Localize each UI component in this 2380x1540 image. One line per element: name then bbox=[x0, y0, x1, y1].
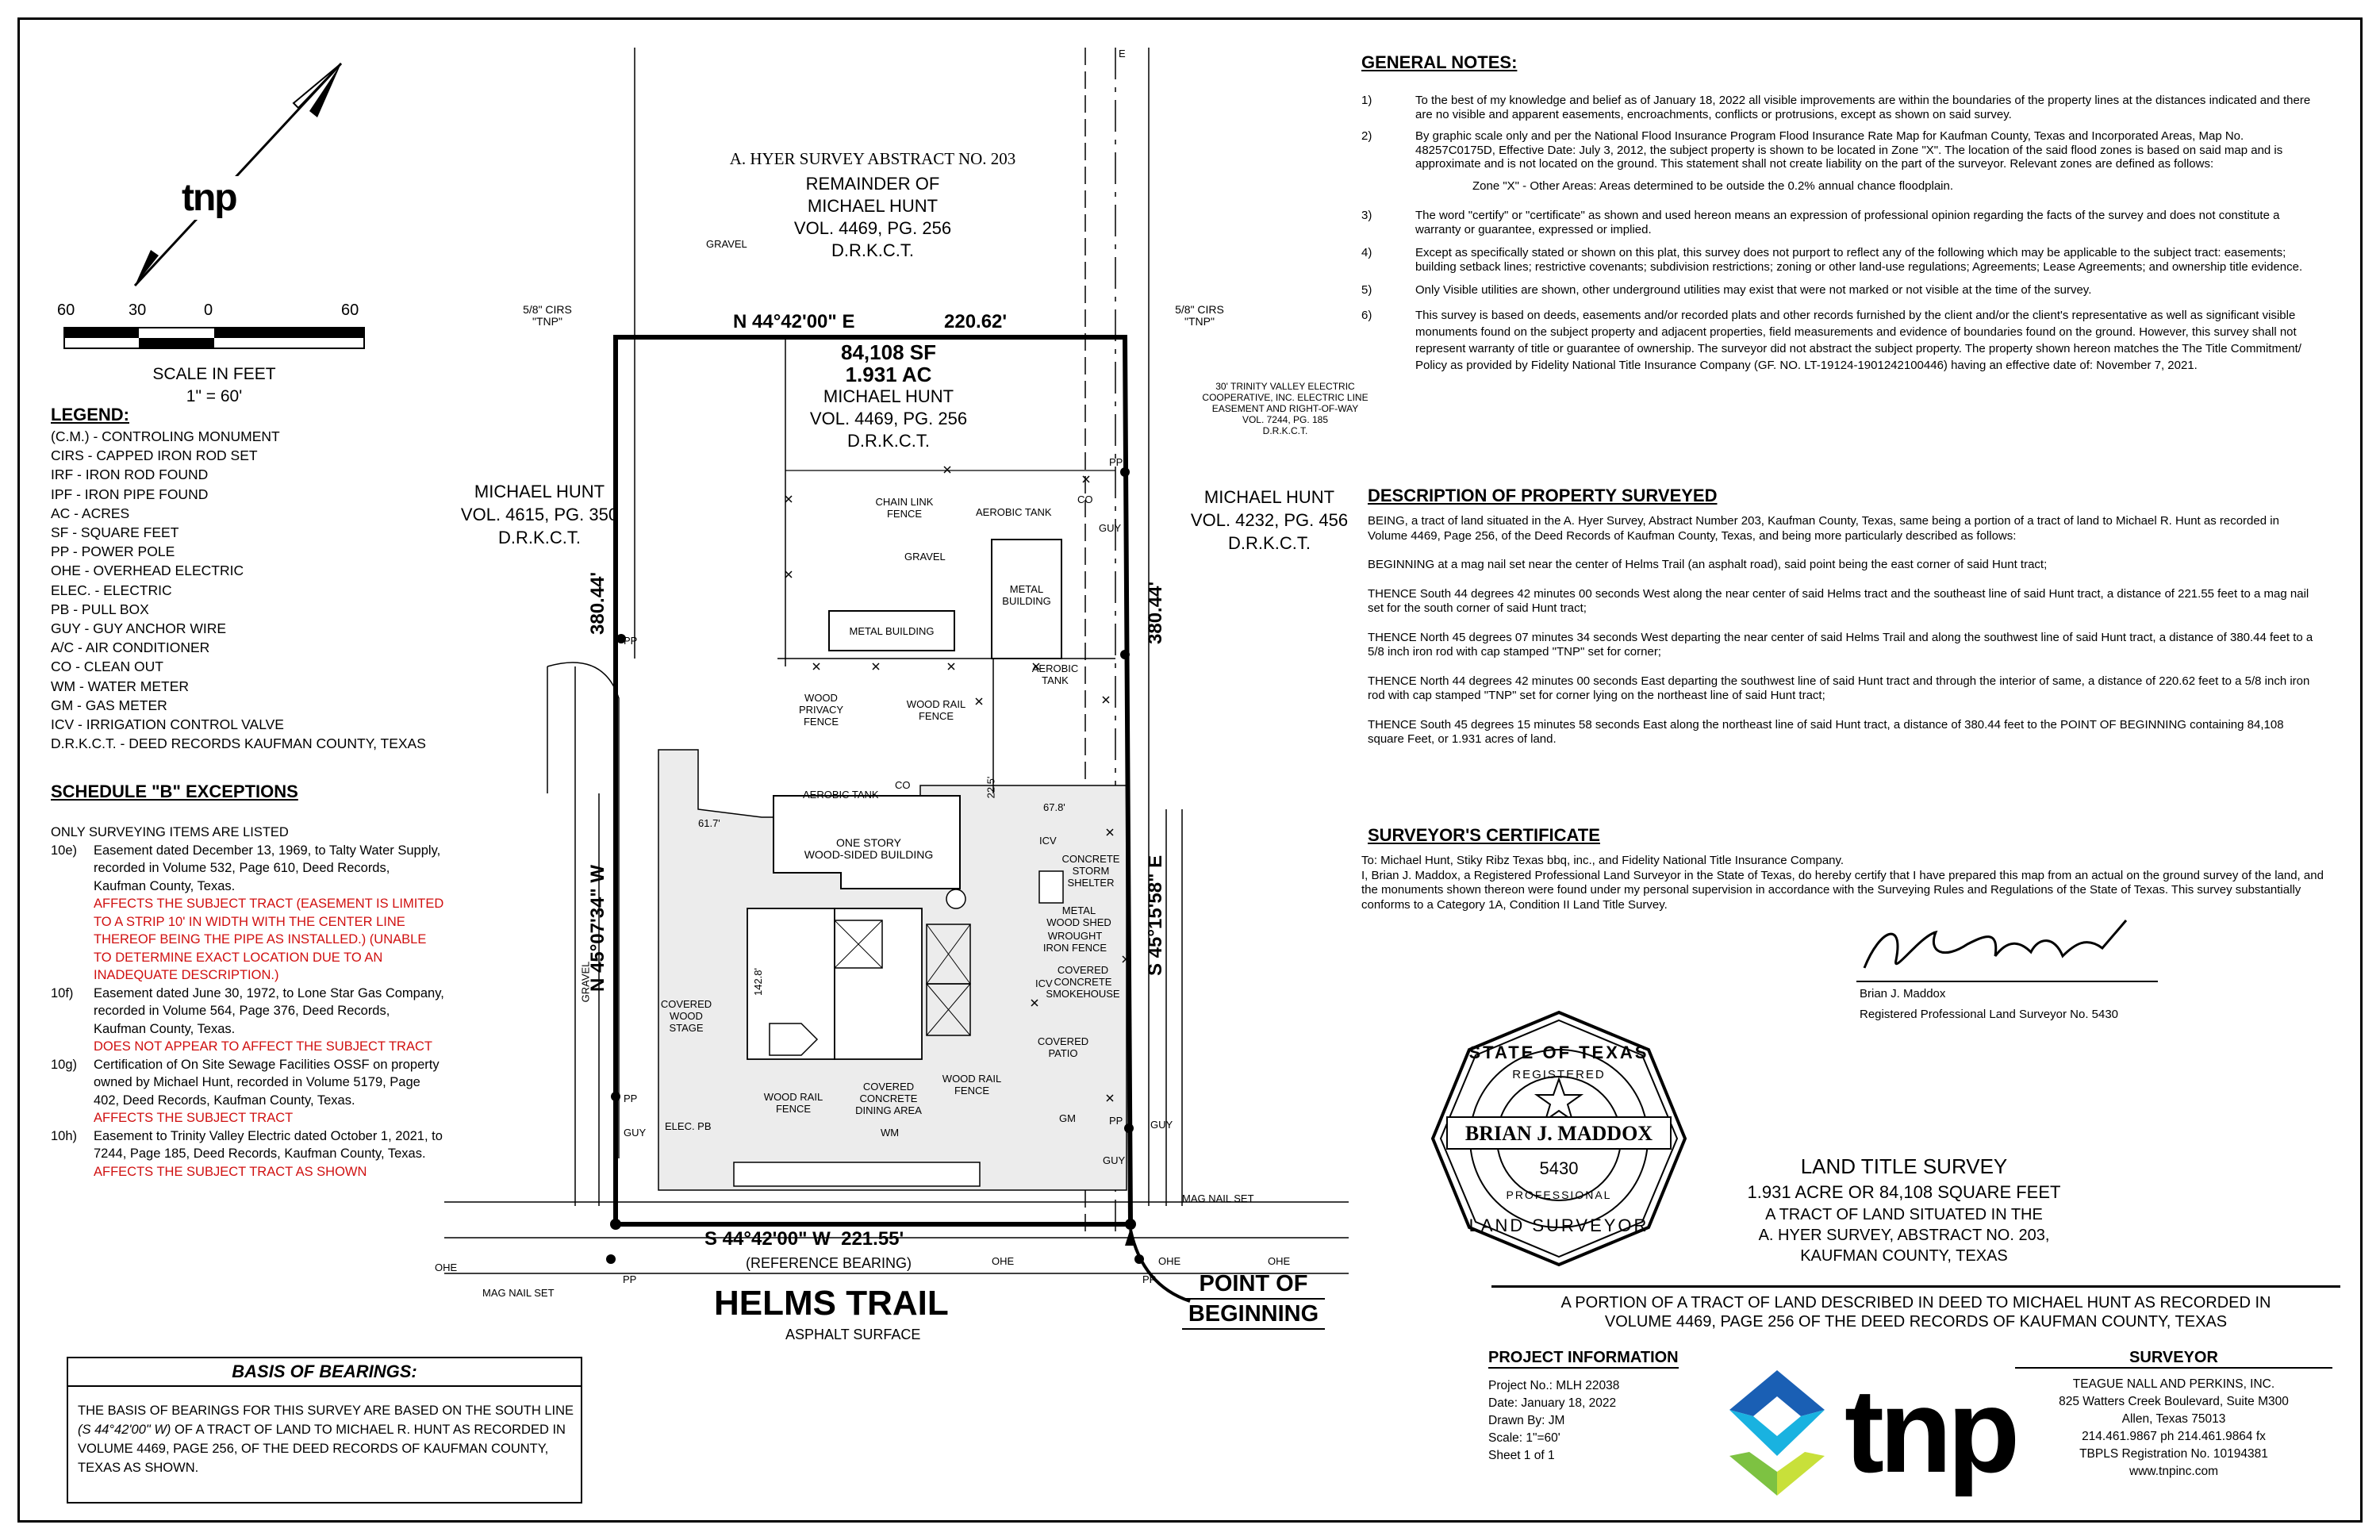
note-num: 1) bbox=[1361, 94, 1372, 107]
owner-line: MICHAEL HUNT bbox=[1203, 487, 1335, 507]
scale-tick-0: 0 bbox=[204, 301, 213, 319]
general-notes-title: GENERAL NOTES: bbox=[1361, 52, 1518, 72]
legend-item: A/C - AIR CONDITIONER bbox=[51, 639, 210, 656]
surveyor-seal bbox=[1428, 1008, 1690, 1269]
dimension-label: 22.5' bbox=[985, 776, 997, 799]
certificate-to: To: Michael Hunt, Stiky Ribz Texas bbq, inc., and Fidelity National Title Insurance Company. bbox=[1361, 854, 1844, 867]
pp-label: PP bbox=[1109, 1115, 1123, 1127]
pp-label: PP bbox=[1109, 456, 1123, 468]
schedule-b-line: Easement to Trinity Valley Electric dated October 1, 2021, to bbox=[94, 1128, 443, 1143]
basis-line: TEXAS AS SHOWN. bbox=[78, 1461, 199, 1475]
basis-line bbox=[78, 1420, 574, 1439]
cirs-line: "TNP" bbox=[1184, 315, 1215, 328]
label-line: SHELTER bbox=[1067, 877, 1115, 889]
label-line: METAL bbox=[1009, 583, 1044, 595]
label-line: COVERED bbox=[1057, 964, 1109, 976]
metal-shed-label bbox=[1039, 904, 1119, 928]
legend-item: PP - POWER POLE bbox=[51, 543, 175, 560]
road-surface: ASPHALT SURFACE bbox=[785, 1327, 921, 1342]
cirs-line: "TNP" bbox=[532, 315, 562, 328]
certificate-body bbox=[1361, 854, 2329, 912]
schedule-b-line: Easement dated June 30, 1972, to Lone Star Gas Company, bbox=[94, 985, 444, 1000]
label-line: WOOD-SIDED BUILDING bbox=[804, 848, 934, 861]
remainder-line: VOL. 4469, PG. 256 bbox=[793, 218, 952, 238]
scale-title: SCALE IN FEET bbox=[152, 365, 276, 383]
note-item bbox=[1361, 129, 2321, 171]
legend-item: SF - SQUARE FEET bbox=[51, 524, 179, 541]
cirs-line: 5/8" CIRS bbox=[523, 303, 572, 316]
schedule-b-red: AFFECTS THE SUBJECT TRACT AS SHOWN bbox=[94, 1164, 367, 1179]
note-item bbox=[1361, 179, 2321, 194]
easement-line: EASEMENT AND RIGHT-OF-WAY bbox=[1211, 403, 1359, 414]
label-line: WOOD PRIVACY bbox=[798, 692, 844, 716]
schedule-b-red: THEREOF BEING THE PIPE AS INSTALLED.) (UNABLE bbox=[94, 932, 427, 947]
schedule-b-line: Kaufman County, Texas. bbox=[94, 1021, 236, 1036]
abstract-label: A. HYER SURVEY ABSTRACT NO. 203 bbox=[729, 149, 1016, 168]
project-title: PROJECT INFORMATION bbox=[1488, 1349, 1679, 1369]
legend-item: ELEC. - ELECTRIC bbox=[51, 582, 172, 598]
note-text: Zone "X" - Other Areas: Areas determined to be outside the 0.2% annual chance floodplain. bbox=[1472, 179, 1954, 193]
project-row: Scale: 1"=60' bbox=[1488, 1431, 1560, 1445]
wood-rail-label-2 bbox=[762, 1091, 825, 1115]
description-body bbox=[1368, 514, 2320, 747]
owner-line: VOL. 4615, PG. 350 bbox=[460, 505, 619, 524]
schedule-b-num: 10g) bbox=[51, 1057, 78, 1072]
pp-label: PP bbox=[623, 1273, 637, 1285]
surveyor-row: 214.461.9867 ph 214.461.9864 fx bbox=[2082, 1430, 2266, 1443]
aerobic-tank-label: AEROBIC TANK bbox=[976, 506, 1052, 518]
tract-owner-line: VOL. 4469, PG. 256 bbox=[809, 409, 968, 428]
portion-description bbox=[1491, 1293, 2340, 1331]
label-line: METAL bbox=[1061, 904, 1096, 916]
road-name: HELMS TRAIL bbox=[714, 1284, 949, 1323]
seal-number: 5430 bbox=[1539, 1158, 1579, 1178]
schedule-b-list bbox=[51, 824, 463, 1181]
tract-owner-line: D.R.K.C.T. bbox=[847, 431, 930, 451]
note-item bbox=[1361, 246, 2321, 274]
wood-privacy-label bbox=[781, 692, 861, 728]
tnp-logo-text: tnp bbox=[1844, 1364, 2016, 1497]
schedule-b-red: INADEQUATE DESCRIPTION.) bbox=[94, 968, 279, 982]
schedule-b-line: 402, Deed Records, Kaufman County, Texas. bbox=[94, 1093, 355, 1108]
legend-item: D.R.K.C.T. - DEED RECORDS KAUFMAN COUNTY, TEXAS bbox=[51, 735, 426, 752]
label-line: STORM bbox=[1072, 865, 1110, 877]
owner-line: D.R.K.C.T. bbox=[1228, 533, 1311, 553]
legend-list bbox=[51, 427, 426, 753]
icv-label: ICV bbox=[1039, 835, 1057, 847]
aerobic-tank-label-3: AEROBIC TANK bbox=[803, 789, 879, 801]
label-line: WOOD RAIL bbox=[906, 698, 966, 710]
label-line: AEROBIC bbox=[1031, 662, 1079, 674]
note-item bbox=[1361, 209, 2321, 236]
label-line: CONCRETE bbox=[859, 1093, 918, 1104]
note-num: 3) bbox=[1361, 209, 1372, 222]
owner-line: D.R.K.C.T. bbox=[498, 528, 581, 547]
schedule-b-item bbox=[51, 1056, 463, 1127]
west-bearing: N 45°07'34" W bbox=[587, 864, 608, 992]
basis-line: THE BASIS OF BEARINGS FOR THIS SURVEY ARE BASED ON THE SOUTH LINE bbox=[78, 1404, 574, 1418]
legend-item: IRF - IRON ROD FOUND bbox=[51, 467, 209, 483]
label-line: ONE STORY bbox=[836, 836, 901, 849]
survey-line: KAUFMAN COUNTY, TEXAS bbox=[1800, 1247, 2008, 1265]
schedule-b-num: 10h) bbox=[51, 1128, 78, 1143]
schedule-b-num: 10e) bbox=[51, 843, 78, 858]
dimension-label: 142.8' bbox=[752, 967, 765, 997]
portion-line: A PORTION OF A TRACT OF LAND DESCRIBED IN DEED TO MICHAEL HUNT AS RECORDED IN bbox=[1560, 1294, 2271, 1311]
scale-tick-60b: 60 bbox=[341, 301, 359, 319]
schedule-b-item bbox=[51, 842, 463, 985]
surveyor-row: Allen, Texas 75013 bbox=[2121, 1412, 2226, 1426]
note-text: To the best of my knowledge and belief as of January 18, 2022 all visible improvements are within the boundaries of the property lines at the distances indicated and there are no visible and apparent easements, encroachments, conflicts or protrusions, except as shown on said survey. bbox=[1415, 94, 2311, 121]
mag-nail-label: MAG NAIL SET bbox=[1182, 1192, 1254, 1204]
description-paragraph: BEING, a tract of land situated in the A. Hyer Survey, Abstract Number 203, Kaufman County, Texas, same being a portion of a tract of land to Michael R. Hunt as recorded in Volume 4469, Page 256, of the Deed Records of Kaufman County, Texas, and being more particularly described as follows: bbox=[1368, 514, 2279, 543]
surveyor-name: Brian J. Maddox bbox=[1860, 987, 1946, 1000]
description-paragraph: THENCE North 44 degrees 42 minutes 00 seconds East departing the southwest line of said Hunt tract and through the interior of same, a distance of 220.62 feet to a 5/8 inch iron rod with cap stamped "TNP" set for corner lying on the northeast line of said Hunt tract; bbox=[1368, 674, 2310, 702]
wood-rail-label-3 bbox=[940, 1073, 1004, 1096]
chain-link-label bbox=[873, 496, 936, 520]
label-line: IRON FENCE bbox=[1042, 942, 1107, 954]
note-text: Only Visible utilities are shown, other underground utilities may exist that were not marked or not visible at the time of the survey. bbox=[1415, 283, 2092, 297]
schedule-b-line: owned by Michael Hunt, recorded in Volume 5179, Page bbox=[94, 1075, 420, 1089]
note-num: 5) bbox=[1361, 283, 1372, 297]
gm-label: GM bbox=[1059, 1112, 1076, 1124]
signature-icon bbox=[1848, 912, 2166, 984]
legend-item: GUY - GUY ANCHOR WIRE bbox=[51, 620, 227, 637]
label-line: WOOD SHED bbox=[1046, 916, 1111, 928]
seal-top: STATE OF TEXAS bbox=[1468, 1043, 1649, 1062]
basis-text bbox=[78, 1401, 574, 1477]
project-rows bbox=[1488, 1377, 1619, 1465]
guy-label: GUY bbox=[624, 1127, 647, 1139]
schedule-b-red: DOES NOT APPEAR TO AFFECT THE SUBJECT TRACT bbox=[94, 1039, 432, 1054]
schedule-b-red: AFFECTS THE SUBJECT TRACT bbox=[94, 1111, 294, 1125]
schedule-b-red: TO A STRIP 10' IN WIDTH WITH THE CENTER LINE bbox=[94, 914, 405, 929]
tnp-logo-icon bbox=[1714, 1369, 1841, 1504]
description-title: DESCRIPTION OF PROPERTY SURVEYED bbox=[1368, 486, 1718, 505]
note-num: 6) bbox=[1361, 308, 1372, 322]
easement-line: D.R.K.C.T. bbox=[1262, 425, 1308, 436]
note-item bbox=[1361, 283, 2321, 298]
label-line: WOOD RAIL bbox=[763, 1091, 823, 1103]
portion-line: VOLUME 4469, PAGE 256 OF THE DEED RECORDS OF KAUFMAN COUNTY, TEXAS bbox=[1604, 1313, 2228, 1331]
remainder-line: REMAINDER OF bbox=[805, 174, 940, 194]
schedule-b-line: Certification of On Site Sewage Facilities OSSF on property bbox=[94, 1057, 440, 1072]
survey-line: A TRACT OF LAND SITUATED IN THE bbox=[1765, 1206, 2043, 1223]
ohe-label: OHE bbox=[1158, 1255, 1181, 1267]
seal-bottom: LAND SURVEYOR bbox=[1468, 1215, 1649, 1235]
survey-line: A. HYER SURVEY, ABSTRACT NO. 203, bbox=[1758, 1227, 2050, 1244]
label-line: WOOD RAIL bbox=[942, 1073, 1002, 1085]
schedule-b-line: recorded in Volume 564, Page 376, Deed Records, bbox=[94, 1004, 390, 1018]
aerobic-tank-label-2 bbox=[1027, 662, 1083, 686]
label-line: FENCE bbox=[886, 508, 923, 520]
north-arrow-icon bbox=[103, 48, 373, 301]
point-of-beginning bbox=[1182, 1269, 1325, 1330]
label-line: SMOKEHOUSE bbox=[1046, 988, 1120, 1000]
dining-area-label bbox=[845, 1081, 932, 1116]
general-notes-list bbox=[1361, 94, 2321, 374]
project-row: Drawn By: JM bbox=[1488, 1414, 1565, 1427]
label-line: STAGE bbox=[669, 1022, 704, 1034]
pob-line: POINT OF bbox=[1182, 1269, 1325, 1300]
storm-shelter-label bbox=[1059, 853, 1123, 889]
ohe-label: OHE bbox=[1268, 1255, 1291, 1267]
seal-professional: PROFESSIONAL bbox=[1506, 1189, 1612, 1201]
surveyor-row: 825 Watters Creek Boulevard, Suite M300 bbox=[2059, 1395, 2289, 1408]
note-item bbox=[1361, 307, 2321, 374]
ohe-label: OHE bbox=[992, 1255, 1015, 1267]
schedule-b-line: 7244, Page 185, Deed Records, Kaufman County, Texas. bbox=[94, 1146, 426, 1161]
guy-label: GUY bbox=[1150, 1119, 1173, 1131]
note-num: 2) bbox=[1361, 129, 1372, 143]
legend-item: AC - ACRES bbox=[51, 505, 130, 521]
legend-item: IPF - IRON PIPE FOUND bbox=[51, 486, 209, 502]
schedule-b-red: AFFECTS THE SUBJECT TRACT (EASEMENT IS LIMITED bbox=[94, 897, 444, 911]
schedule-b-num: 10f) bbox=[51, 985, 74, 1000]
cirs-line: 5/8" CIRS bbox=[1175, 303, 1224, 316]
gravel-label: GRAVEL bbox=[579, 961, 592, 1003]
pp-label: PP bbox=[624, 1093, 638, 1104]
metal-building-label-2 bbox=[992, 583, 1061, 607]
surveyor-row: www.tnpinc.com bbox=[2129, 1465, 2218, 1478]
scale-tick-60a: 60 bbox=[57, 301, 75, 319]
schedule-b-item bbox=[51, 1127, 463, 1181]
certificate-text: I, Brian J. Maddox, a Registered Professional Land Surveyor in the State of Texas, do hereby certify that I have prepared this map from an actual on the ground survey of the land, and the monuments shown thereon were found under my personal supervision in accordance with the Surveying Rules and Regulations of the State of Texas. This survey substantially conforms to a Category 1A, Condition II Land Title Survey. bbox=[1361, 868, 2324, 912]
basis-line: VOLUME 4469, PAGE 256, OF THE DEED RECORDS OF KAUFMAN COUNTY, bbox=[78, 1442, 549, 1456]
survey-title: LAND TITLE SURVEY bbox=[1800, 1154, 2008, 1178]
cirs-right-label bbox=[1160, 304, 1239, 328]
label-line: CONCRETE bbox=[1054, 976, 1112, 988]
dimension-label: 67.8' bbox=[1043, 801, 1065, 813]
north-bearing: N 44°42'00" E bbox=[733, 311, 855, 332]
legend-item: ICV - IRRIGATION CONTROL VALVE bbox=[51, 716, 284, 733]
dimension-label: 61.7' bbox=[698, 817, 720, 829]
elec-pb-label: ELEC. PB bbox=[665, 1120, 712, 1132]
note-item bbox=[1361, 94, 2321, 121]
mag-nail-label: MAG NAIL SET bbox=[482, 1287, 555, 1299]
schedule-b-line: recorded in Volume 532, Page 610, Deed Records, bbox=[94, 861, 390, 875]
note-text: By graphic scale only and per the National Flood Insurance Program Flood Insurance Rate Map for Kaufman County, Texas and Incorporated Areas, Map No. 48257C0175D, Effective Date: July 3, 2012, the subject property is shown to be located in Zone "X". The location of the said flood zones is based on said map and is approximate and is not located on the ground. This statement shall not create liability on the part of the surveyor. Relevant zones are defined as follows: bbox=[1415, 129, 2283, 171]
legend-title: LEGEND: bbox=[51, 405, 129, 424]
project-row: Sheet 1 of 1 bbox=[1488, 1449, 1555, 1462]
pp-label: PP bbox=[624, 635, 638, 647]
legend-item: (C.M.) - CONTROLING MONUMENT bbox=[51, 428, 280, 444]
label-line: CONCRETE bbox=[1061, 853, 1120, 865]
certificate-title: SURVEYOR'S CERTIFICATE bbox=[1368, 825, 1600, 845]
label-line: CHAIN LINK bbox=[875, 496, 934, 508]
surveyor-row: TBPLS Registration No. 10194381 bbox=[2079, 1447, 2268, 1461]
wrought-iron-label bbox=[1035, 930, 1115, 954]
schedule-b-red: TO DETERMINE EXACT LOCATION DUE TO AN bbox=[94, 950, 383, 965]
owner-line: MICHAEL HUNT bbox=[474, 482, 605, 501]
label-line: FENCE bbox=[775, 1103, 812, 1115]
label-line: PATIO bbox=[1048, 1047, 1078, 1059]
owner-line: VOL. 4232, PG. 456 bbox=[1190, 510, 1349, 530]
legend-item: GM - GAS METER bbox=[51, 697, 167, 713]
schedule-b-line: Easement dated December 13, 1969, to Talty Water Supply, bbox=[94, 843, 441, 858]
schedule-b-intro: ONLY SURVEYING ITEMS ARE LISTED bbox=[51, 825, 289, 839]
remainder-line: MICHAEL HUNT bbox=[807, 196, 939, 216]
easement-line: VOL. 7244, PG. 185 bbox=[1242, 414, 1329, 425]
description-paragraph: THENCE North 45 degrees 07 minutes 34 seconds West departing the near center of said Helms Trail and along the southwest line of said Hunt tract, a distance of 380.44 feet to a 5/8 inch iron rod with cap stamped "TNP" set for corner; bbox=[1368, 630, 2313, 659]
legend-item: WM - WATER METER bbox=[51, 678, 190, 694]
wm-label: WM bbox=[881, 1127, 900, 1139]
ohe-label: OHE bbox=[435, 1262, 458, 1273]
cirs-left-label bbox=[508, 304, 587, 328]
description-paragraph: THENCE South 45 degrees 15 minutes 58 seconds East along the northeast line of said Hunt tract, a distance of 380.44 feet to the POINT OF BEGINNING containing 84,108 square Feet, or 1.931 acres of land. bbox=[1368, 717, 2284, 746]
label-line: BUILDING bbox=[1002, 595, 1051, 607]
schedule-b-line: Kaufman County, Texas. bbox=[94, 878, 236, 893]
scale-bar bbox=[56, 301, 373, 357]
west-distance: 380.44' bbox=[587, 571, 608, 635]
co-label: CO bbox=[895, 779, 911, 791]
pp-label: PP bbox=[1142, 1273, 1157, 1285]
north-distance: 220.62' bbox=[944, 311, 1008, 332]
e-label: E bbox=[1119, 48, 1126, 60]
scale-ratio: 1" = 60' bbox=[186, 387, 243, 405]
description-paragraph: BEGINNING at a mag nail set near the center of Helms Trail (an asphalt road), said point being the east corner of said Hunt tract; bbox=[1368, 558, 2048, 571]
gravel-label: GRAVEL bbox=[904, 551, 946, 563]
label-line: FENCE bbox=[954, 1085, 990, 1096]
easement-line: 30' TRINITY VALLEY ELECTRIC bbox=[1215, 381, 1355, 392]
label-line: COVERED bbox=[660, 998, 712, 1010]
project-row: Project No.: MLH 22038 bbox=[1488, 1379, 1620, 1392]
label-line: WROUGHT bbox=[1047, 930, 1103, 942]
left-owner-label bbox=[452, 480, 627, 549]
reference-bearing: (REFERENCE BEARING) bbox=[746, 1255, 912, 1271]
surveyor-row: TEAGUE NALL AND PERKINS, INC. bbox=[2072, 1377, 2275, 1391]
scale-tick-30: 30 bbox=[129, 301, 147, 319]
tract-area-sf: 84,108 SF bbox=[841, 340, 936, 364]
south-bearing: S 44°42'00" W 221.55' bbox=[704, 1228, 904, 1250]
surveyor-role: Registered Professional Land Surveyor No. 5430 bbox=[1860, 1008, 2119, 1021]
note-num: 4) bbox=[1361, 246, 1372, 259]
seal-name: BRIAN J. MADDOX bbox=[1464, 1122, 1653, 1145]
north-arrow-logo: tnp bbox=[178, 176, 240, 220]
label-line: FENCE bbox=[803, 716, 839, 728]
remainder-line: D.R.K.C.T. bbox=[831, 240, 914, 260]
pob-line: BEGINNING bbox=[1182, 1300, 1325, 1330]
label-line: DINING AREA bbox=[855, 1104, 922, 1116]
label-line: WOOD bbox=[670, 1010, 703, 1022]
east-distance: 380.44' bbox=[1145, 581, 1166, 644]
label-line: FENCE bbox=[918, 710, 954, 722]
legend-item: OHE - OVERHEAD ELECTRIC bbox=[51, 563, 244, 579]
seal-registered: REGISTERED bbox=[1512, 1068, 1606, 1081]
schedule-b-item bbox=[51, 985, 463, 1056]
electric-easement-label bbox=[1190, 381, 1380, 436]
basis-line-rest: OF A TRACT OF LAND TO MICHAEL R. HUNT AS RECORDED IN bbox=[171, 1423, 566, 1437]
note-text: The word "certify" or "certificate" as shown and used hereon means an expression of professional opinion regarding the facts of the survey and does not constitute a warranty or guarantee, expressed or implied. bbox=[1415, 209, 2280, 236]
tract-owner-line: MICHAEL HUNT bbox=[823, 386, 954, 406]
survey-area: 1.931 ACRE OR 84,108 SQUARE FEET bbox=[1747, 1182, 2061, 1202]
wood-rail-label bbox=[900, 698, 972, 722]
right-owner-label bbox=[1182, 486, 1357, 555]
gravel-label: GRAVEL bbox=[706, 238, 747, 250]
description-paragraph: THENCE South 44 degrees 42 minutes 00 seconds West along the near center of said Helms tract and the southeast line of said Hunt tract, a distance of 221.55 feet to a mag nail set for the south corner of said Hunt tract; bbox=[1368, 586, 2309, 615]
legend-item: CO - CLEAN OUT bbox=[51, 659, 163, 675]
guy-label: GUY bbox=[1099, 522, 1122, 534]
schedule-b-title: SCHEDULE "B" EXCEPTIONS bbox=[51, 782, 298, 801]
basis-of-bearings-box bbox=[67, 1357, 582, 1504]
legend-item: CIRS - CAPPED IRON ROD SET bbox=[51, 447, 258, 464]
icv-label: ICV bbox=[1035, 977, 1053, 989]
project-row: Date: January 18, 2022 bbox=[1488, 1396, 1617, 1410]
label-line: COVERED bbox=[1037, 1035, 1089, 1047]
east-bearing: S 45°15'58" E bbox=[1145, 854, 1166, 976]
easement-line: COOPERATIVE, INC. ELECTRIC LINE bbox=[1202, 392, 1368, 403]
surveyor-title: SURVEYOR bbox=[2015, 1349, 2332, 1369]
label-line: TANK bbox=[1042, 674, 1069, 686]
tract-area-ac: 1.931 AC bbox=[845, 363, 932, 386]
house-label bbox=[793, 837, 944, 861]
surveyor-rows bbox=[2015, 1376, 2332, 1480]
co-label: CO bbox=[1077, 493, 1093, 505]
covered-stage-label bbox=[654, 998, 718, 1034]
basis-title: BASIS OF BEARINGS: bbox=[68, 1358, 581, 1387]
remainder-label bbox=[738, 173, 1008, 262]
note-text: This survey is based on deeds, easements and/or recorded plats and other records furnished by the client and/or the client's representative as well as significant visible monuments found on the subject property and adjacent properties, field measurements and evidence of boundaries found on the ground. However, this survey shall not represent warranty of title or guarantee of ownership. The surveyor did not abstract the subject property. The property shown hereon matches the The Title Commitment/ Policy as provided by Fidelity National Title Insurance Company (GF. NO. LT-19124-1901242100446) having an effective date of: November 7, 2021. bbox=[1415, 308, 2301, 372]
tract-label bbox=[785, 341, 992, 452]
legend-item: PB - PULL BOX bbox=[51, 601, 149, 617]
guy-label: GUY bbox=[1103, 1154, 1126, 1166]
note-text: Except as specifically stated or shown on this plat, this survey does not purport to reflect any of the following which may be applicable to the subject tract: easements; building setback lines; restrictive covenants; subdivision restrictions; zoning or other land-use regulations; Agreements; Lease Agreements; and ownership title evidence. bbox=[1415, 246, 2303, 274]
metal-building-label: METAL BUILDING bbox=[849, 625, 935, 637]
basis-bearing: (S 44°42'00" W) bbox=[78, 1423, 171, 1437]
label-line: COVERED bbox=[862, 1081, 915, 1093]
covered-patio-label bbox=[1031, 1035, 1095, 1059]
